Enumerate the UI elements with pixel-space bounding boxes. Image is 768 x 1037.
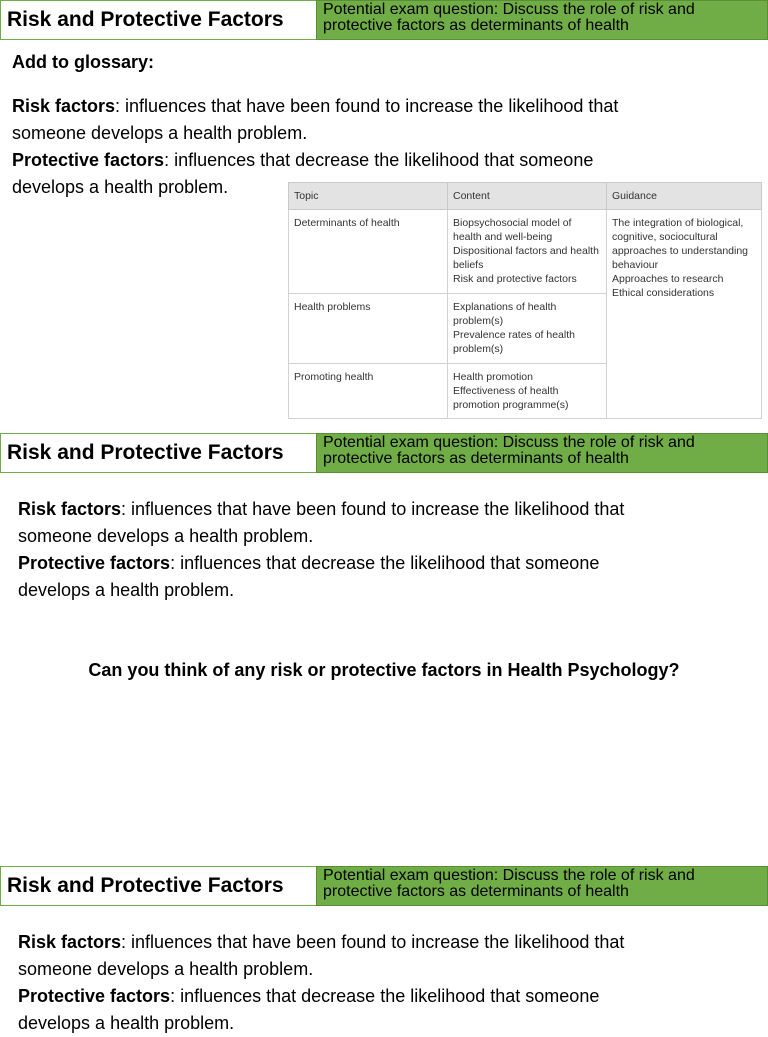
content-item: Biopsychosocial model of health and well-being — [453, 217, 572, 243]
table-header-row — [289, 183, 762, 210]
content-item: Prevalence rates of health problem(s) — [453, 329, 575, 355]
topic-cell: Promoting health — [289, 364, 448, 419]
guidance-item: The integration of biological, cognitive, sociocultural approaches to understanding behaviour — [612, 217, 749, 271]
risk-factor-definition — [18, 929, 758, 983]
exam-question-banner: Potential exam question: Discuss the role of risk and protective factors as determinants of health — [316, 433, 768, 473]
protective-definition-text: : influences that decrease the likelihood that someone — [170, 986, 600, 1006]
protective-definition-text: : influences that decrease the likelihood that someone — [170, 553, 600, 573]
risk-definition-text-cont: someone develops a health problem. — [18, 959, 314, 979]
column-header-content: Content — [448, 183, 607, 210]
risk-definition-text-cont: someone develops a health problem. — [18, 526, 314, 546]
content-item: Risk and protective factors — [453, 273, 577, 285]
content-cell — [448, 294, 607, 364]
risk-term: Risk factors — [18, 499, 122, 519]
slide-title: Risk and Protective Factors — [0, 0, 316, 40]
risk-definition-text-cont: someone develops a health problem. — [12, 123, 308, 143]
slide-header-3 — [0, 866, 768, 906]
glossary-heading: Add to glossary: — [12, 52, 155, 72]
guidance-cell — [607, 210, 762, 419]
protective-term: Protective factors — [18, 553, 171, 573]
content-item: Effectiveness of health promotion programme(s) — [453, 385, 569, 411]
content-item: Dispositional factors and health beliefs — [453, 245, 599, 271]
column-header-topic: Topic — [289, 183, 448, 210]
syllabus-table — [288, 182, 762, 419]
table-row — [289, 210, 762, 294]
content-cell — [448, 210, 607, 294]
exam-question-banner: Potential exam question: Discuss the role of risk and protective factors as determinants of health — [316, 866, 768, 906]
guidance-item: Ethical considerations — [612, 287, 715, 299]
topic-cell: Health problems — [289, 294, 448, 364]
content-cell — [448, 364, 607, 419]
risk-term: Risk factors — [18, 932, 122, 952]
protective-definition-text-cont: develops a health problem. — [12, 177, 229, 197]
risk-factor-definition — [12, 93, 752, 147]
discussion-prompt: Can you think of any risk or protective factors in Health Psychology? — [88, 660, 680, 680]
protective-definition-text-cont: develops a health problem. — [18, 580, 235, 600]
definitions-block-3 — [18, 929, 758, 1037]
content-item: Health promotion — [453, 371, 533, 383]
protective-term: Protective factors — [18, 986, 171, 1006]
topic-cell: Determinants of health — [289, 210, 448, 294]
protective-definition-text: : influences that decrease the likelihood that someone — [164, 150, 594, 170]
column-header-guidance: Guidance — [607, 183, 762, 210]
protective-term: Protective factors — [12, 150, 165, 170]
risk-term: Risk factors — [12, 96, 116, 116]
protective-definition-text-cont: develops a health problem. — [18, 1013, 235, 1033]
protective-factor-definition — [18, 550, 758, 604]
content-item: Explanations of health problem(s) — [453, 301, 557, 327]
exam-question-banner: Potential exam question: Discuss the role of risk and protective factors as determinants of health — [316, 0, 768, 40]
definitions-block-2 — [18, 496, 758, 604]
risk-factor-definition — [18, 496, 758, 550]
slide-title: Risk and Protective Factors — [0, 866, 316, 906]
slide-header-2 — [0, 433, 768, 473]
slide-header-1 — [0, 0, 768, 40]
risk-definition-text: : influences that have been found to increase the likelihood that — [121, 932, 625, 952]
slide-title: Risk and Protective Factors — [0, 433, 316, 473]
protective-factor-definition — [18, 983, 758, 1037]
risk-definition-text: : influences that have been found to increase the likelihood that — [115, 96, 619, 116]
risk-definition-text: : influences that have been found to increase the likelihood that — [121, 499, 625, 519]
guidance-item: Approaches to research — [612, 273, 724, 285]
